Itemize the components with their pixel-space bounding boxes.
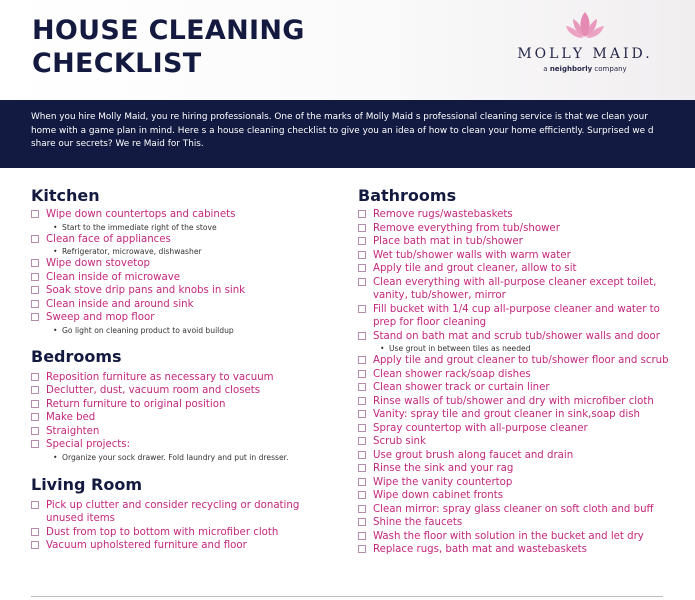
checklist-item[interactable]: Vanity: spray tile and grout cleaner in sink,soap dish bbox=[358, 408, 676, 422]
checklist-item[interactable]: Remove rugs/wastebaskets bbox=[358, 208, 676, 222]
checklist-item[interactable]: Apply tile and grout cleaner to tub/shower floor and scrub bbox=[358, 354, 676, 368]
checkbox[interactable] bbox=[31, 541, 39, 549]
checkbox[interactable] bbox=[358, 305, 366, 313]
molly-maid-logo bbox=[500, 10, 670, 90]
page-title bbox=[32, 14, 305, 80]
intro-banner bbox=[0, 100, 695, 168]
checklist-item[interactable]: Make bed bbox=[31, 411, 331, 425]
checkbox[interactable] bbox=[31, 273, 39, 281]
checklist-item[interactable]: Rinse walls of tub/shower and dry with microfiber cloth bbox=[358, 395, 676, 409]
checkbox[interactable] bbox=[358, 251, 366, 259]
checklist-item[interactable]: Replace rugs, bath mat and wastebaskets bbox=[358, 543, 676, 557]
checklist-item[interactable]: Wipe down cabinet fronts bbox=[358, 489, 676, 503]
bedrooms-heading: Bedrooms bbox=[31, 346, 122, 366]
checklist-item[interactable]: Clean everything with all-purpose cleaner except toilet, vanity, tub/shower, mirror bbox=[358, 276, 676, 303]
checklist-item[interactable]: Stand on bath mat and scrub tub/shower walls and door bbox=[358, 330, 676, 344]
checklist-item[interactable]: Remove everything from tub/shower bbox=[358, 222, 676, 236]
checkbox[interactable] bbox=[358, 397, 366, 405]
checklist-item[interactable]: Straighten bbox=[31, 425, 331, 439]
checklist-item[interactable]: Clean inside of microwave bbox=[31, 271, 331, 285]
checklist-note: • Organize your sock drawer. Fold laundry and put in dresser. bbox=[31, 452, 331, 463]
checklist-item[interactable]: Return furniture to original position bbox=[31, 398, 331, 412]
checkbox[interactable] bbox=[31, 427, 39, 435]
brand-tagline bbox=[500, 65, 670, 73]
checkbox[interactable] bbox=[31, 210, 39, 218]
checklist-item[interactable]: Scrub sink bbox=[358, 435, 676, 449]
checkbox[interactable] bbox=[31, 235, 39, 243]
checkbox[interactable] bbox=[358, 210, 366, 218]
living-room-list bbox=[31, 499, 301, 553]
checkbox[interactable] bbox=[31, 373, 39, 381]
checklist-item[interactable]: Wet tub/shower walls with warm water bbox=[358, 249, 676, 263]
checkbox[interactable] bbox=[358, 264, 366, 272]
checklist-item[interactable]: Pick up clutter and consider recycling or donating unused items bbox=[31, 499, 301, 526]
checklist-note: • Start to the immediate right of the stove bbox=[31, 222, 331, 233]
kitchen-list bbox=[31, 208, 331, 336]
checklist-item[interactable]: Wipe the vanity countertop bbox=[358, 476, 676, 490]
checklist-item[interactable]: Fill bucket with 1/4 cup all-purpose cleaner and water to prep for floor cleaning bbox=[358, 303, 676, 330]
living-room-heading: Living Room bbox=[31, 474, 142, 494]
checklist-item[interactable]: Clean inside and around sink bbox=[31, 298, 331, 312]
checkbox[interactable] bbox=[358, 356, 366, 364]
bathrooms-list bbox=[358, 208, 676, 557]
checkbox[interactable] bbox=[358, 424, 366, 432]
checklist-item[interactable]: Place bath mat in tub/shower bbox=[358, 235, 676, 249]
lotus-icon bbox=[565, 10, 605, 40]
left-column bbox=[31, 186, 331, 553]
checkbox[interactable] bbox=[358, 451, 366, 459]
bathrooms-heading: Bathrooms bbox=[358, 186, 457, 205]
checklist-item[interactable]: Spray countertop with all-purpose cleaner bbox=[358, 422, 676, 436]
checklist-item[interactable]: Dust from top to bottom with microfiber cloth bbox=[31, 526, 301, 540]
checklist-item[interactable]: Soak stove drip pans and knobs in sink bbox=[31, 284, 331, 298]
checklist-item[interactable]: Clean shower track or curtain liner bbox=[358, 381, 676, 395]
checkbox[interactable] bbox=[358, 545, 366, 553]
kitchen-heading: Kitchen bbox=[31, 186, 100, 205]
checkbox[interactable] bbox=[358, 491, 366, 499]
checklist-item[interactable]: Reposition furniture as necessary to vacuum bbox=[31, 371, 331, 385]
checkbox[interactable] bbox=[31, 313, 39, 321]
checklist-note: • Go light on cleaning product to avoid buildup bbox=[31, 325, 331, 336]
checklist-item[interactable]: Declutter, dust, vacuum room and closets bbox=[31, 384, 331, 398]
checkbox[interactable] bbox=[358, 437, 366, 445]
right-column bbox=[358, 186, 688, 557]
bottom-divider bbox=[31, 596, 663, 597]
checklist-note: • Refrigerator, microwave, dishwasher bbox=[31, 246, 331, 257]
intro-text: When you hire Molly Maid, you re hiring professionals. One of the marks of Molly Maid s professional cleaning service is that we clean your home with a game plan in mind. Here s a house cleaning checklist to give you an idea of how to clean your home efficiently. Surprised we d share our secrets? We re Maid for This. bbox=[31, 112, 654, 149]
checklist-item[interactable]: Clean mirror: spray glass cleaner on soft cloth and buff bbox=[358, 503, 676, 517]
title-line-1: HOUSE CLEANING bbox=[32, 15, 305, 46]
checkbox[interactable] bbox=[31, 400, 39, 408]
checkbox[interactable] bbox=[358, 505, 366, 513]
bedrooms-list bbox=[31, 371, 331, 463]
checkbox[interactable] bbox=[358, 410, 366, 418]
brand-name: MOLLY MAID. bbox=[517, 46, 653, 62]
checklist-item[interactable]: Vacuum upholstered furniture and floor bbox=[31, 539, 301, 553]
checkbox[interactable] bbox=[358, 370, 366, 378]
checklist-item[interactable]: Shine the faucets bbox=[358, 516, 676, 530]
checkbox[interactable] bbox=[31, 501, 39, 509]
checklist-item[interactable]: Use grout brush along faucet and drain bbox=[358, 449, 676, 463]
checkbox[interactable] bbox=[358, 224, 366, 232]
checkbox[interactable] bbox=[31, 413, 39, 421]
tagline-prefix: a bbox=[543, 65, 548, 73]
checkbox[interactable] bbox=[31, 286, 39, 294]
checklist-item[interactable]: Clean face of appliances bbox=[31, 233, 331, 247]
checkbox[interactable] bbox=[358, 383, 366, 391]
checklist-item[interactable]: Wash the floor with solution in the bucket and let dry bbox=[358, 530, 676, 544]
checkbox[interactable] bbox=[358, 278, 366, 286]
checkbox[interactable] bbox=[31, 300, 39, 308]
checkbox[interactable] bbox=[358, 464, 366, 472]
checkbox[interactable] bbox=[358, 532, 366, 540]
checkbox[interactable] bbox=[358, 518, 366, 526]
checklist-item[interactable]: Wipe down countertops and cabinets bbox=[31, 208, 331, 222]
checklist-item[interactable]: Wipe down stovetop bbox=[31, 257, 331, 271]
checkbox[interactable] bbox=[358, 237, 366, 245]
checkbox[interactable] bbox=[358, 478, 366, 486]
checkbox[interactable] bbox=[31, 386, 39, 394]
title-line-2: CHECKLIST bbox=[32, 48, 202, 79]
checklist-item[interactable]: Special projects: bbox=[31, 438, 331, 452]
checkbox[interactable] bbox=[358, 332, 366, 340]
tagline-brand: neighborly bbox=[549, 65, 593, 73]
checkbox[interactable] bbox=[31, 528, 39, 536]
checkbox[interactable] bbox=[31, 440, 39, 448]
checklist-item[interactable]: Rinse the sink and your rag bbox=[358, 462, 676, 476]
checkbox[interactable] bbox=[31, 259, 39, 267]
checklist-item[interactable]: Sweep and mop floor bbox=[31, 311, 331, 325]
header bbox=[0, 0, 695, 100]
checklist-item[interactable]: Clean shower rack/soap dishes bbox=[358, 368, 676, 382]
tagline-suffix: company bbox=[594, 65, 627, 73]
checklist-item[interactable]: Apply tile and grout cleaner, allow to sit bbox=[358, 262, 676, 276]
checklist-note: • Use grout in between tiles as needed bbox=[358, 343, 676, 354]
